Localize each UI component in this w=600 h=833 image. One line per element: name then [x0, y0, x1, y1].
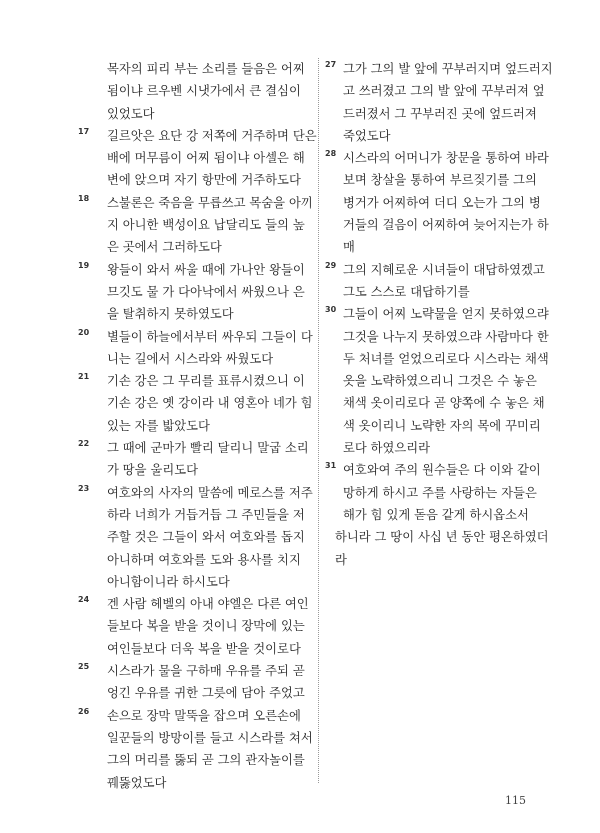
verse: [78, 705, 316, 794]
verse-line: 라: [335, 552, 347, 567]
verse-line: 아니하며 여호와를 도와 용사를 치지: [107, 552, 301, 567]
verse-number: 17: [78, 126, 90, 136]
verse-line: 그의 지혜로운 시녀들이 대답하였겠고: [343, 262, 545, 277]
verse-number: 18: [78, 193, 90, 203]
verse-line: 채색 옷이리로다 곧 양쪽에 수 놓은 채: [343, 396, 545, 411]
verse-line: 두 처녀를 얻었으리로다 시스라는 채색: [343, 351, 549, 366]
verse-number: 21: [78, 372, 90, 382]
verse-number: 26: [78, 706, 90, 716]
verse-number: 30: [325, 305, 337, 315]
verse-line: 목자의 피리 부는 소리를 들음은 어찌: [107, 62, 305, 76]
verse-line: 왕들이 와서 싸울 때에 가나안 왕들이: [107, 262, 305, 277]
verse-line: 지 아니한 백성이요 납달리도 들의 높: [107, 218, 305, 233]
verse-line: 있었도다: [107, 106, 155, 121]
verse-line: 죽었도다: [343, 128, 391, 143]
verse-line: 가 땅을 울리도다: [107, 463, 198, 478]
verse-line: 그도 스스로 대답하기를: [343, 284, 470, 299]
verse-line: 해가 힘 있게 돋음 같게 하시옵소서: [343, 507, 529, 522]
right-column: [322, 58, 562, 571]
verse: [78, 370, 316, 437]
verse-line: 매: [343, 240, 355, 255]
verse-line: 기손 강은 옛 강이라 내 영혼아 네가 힘: [107, 396, 313, 411]
verse-line: 드러졌서 그 꾸부러진 곳에 엎드러져: [343, 106, 537, 121]
page-number: 115: [505, 794, 526, 807]
verse-line: 하니라 그 땅이 사십 년 동안 평온하였더: [335, 530, 549, 545]
verse-line: 일꾼들의 방망이를 들고 시스라를 쳐서: [107, 730, 313, 745]
verse-line: 여호와의 사자의 말씀에 메로스를 저주: [107, 485, 313, 500]
verse-line: 망하게 하시고 주를 사랑하는 자들은: [343, 485, 537, 500]
verse: [78, 437, 316, 482]
verse-number: 29: [325, 260, 337, 270]
verse-number: 23: [78, 483, 90, 493]
verse: [322, 303, 562, 459]
verse-line: 하라 너희가 거듭거듭 그 주민들을 저: [107, 507, 305, 522]
verse-line: 그들이 어찌 노략물을 얻지 못하였으랴: [343, 307, 549, 322]
verse: [322, 459, 562, 570]
verse-line: 됨이냐 르우벤 시냇가에서 큰 결심이: [107, 84, 301, 99]
verse-line: 을 탈취하지 못하였도다: [107, 307, 234, 322]
verse-line: 스불론은 죽음을 무릅쓰고 목숨을 아끼: [107, 195, 313, 210]
verse-line: 길르앗은 요단 강 저쪽에 거주하며 단은: [107, 128, 317, 143]
verse-number: 19: [78, 260, 90, 270]
verse-line: 색 옷이리니 노략한 자의 목에 꾸미리: [343, 418, 541, 433]
verse: [78, 259, 316, 326]
verse-line: 아니함이니라 하시도다: [107, 574, 230, 589]
verse: [78, 482, 316, 593]
verse-line: 별들이 하늘에서부터 싸우되 그들이 다: [107, 329, 313, 344]
verse-line: 시스라가 물을 구하매 우유를 주되 곧: [107, 664, 305, 679]
verse-line: 꿰뚫었도다: [107, 775, 167, 790]
verse-line: 그의 머리를 뚫되 곧 그의 관자놀이를: [107, 753, 305, 768]
verse-line: 니는 길에서 시스라와 싸웠도다: [107, 351, 274, 366]
verse: [78, 58, 316, 125]
verse-line: 겐 사람 헤벨의 아내 야엘은 다른 여인: [107, 597, 309, 612]
verse-line: 보며 창살을 통하여 부르짖기를 그의: [343, 173, 537, 188]
verse-number: 20: [78, 327, 90, 337]
column-divider: [318, 58, 319, 783]
verse-line: 배에 머무름이 어찌 됨이냐 아셀은 해: [107, 151, 305, 166]
verse-number: 24: [78, 595, 90, 605]
verse: [78, 660, 316, 705]
verse-number: 27: [325, 60, 337, 69]
verse: [322, 58, 562, 147]
verse-line: 엉긴 우유를 귀한 그릇에 담아 주었고: [107, 686, 305, 701]
verse: [78, 593, 316, 660]
verse-line: 고 쓰러졌고 그의 발 앞에 꾸부러져 엎: [343, 84, 545, 99]
verse-number: 22: [78, 439, 90, 449]
verse-number: 31: [325, 461, 337, 471]
verse-line: 여인들보다 더욱 복을 받을 것이로다: [107, 641, 301, 656]
verse: [78, 326, 316, 371]
verse-line: 들보다 복을 받을 것이니 장막에 있는: [107, 619, 305, 634]
verse-line: 기손 강은 그 무리를 표류시켰으니 이: [107, 374, 305, 389]
verse-line: 시스라의 어머니가 창문을 통하여 바라: [343, 151, 549, 166]
verse-line: 있는 자를 밟았도다: [107, 418, 210, 433]
verse-line: 은 곳에서 그러하도다: [107, 240, 222, 255]
verse-line: 손으로 장막 말뚝을 잡으며 오른손에: [107, 708, 301, 723]
verse-line: 변에 앉으며 자기 항만에 거주하도다: [107, 173, 301, 188]
verse-line: 로다 하였으리라: [343, 441, 431, 456]
verse-line: 여호와여 주의 원수들은 다 이와 같이: [343, 463, 541, 478]
verse-line: 므깃도 물 가 다아낙에서 싸웠으나 은: [107, 284, 305, 299]
verse-line: 그것을 나누지 못하였으랴 사람마다 한: [343, 329, 549, 344]
verse: [322, 259, 562, 304]
verse-line: 병거가 어찌하여 더디 오는가 그의 병: [343, 195, 541, 210]
verse-line: 그가 그의 발 앞에 꾸부러지며 엎드러지: [343, 62, 553, 76]
verse-number: 28: [325, 149, 337, 159]
verse-line: 옷을 노략하였으리니 그것은 수 놓은: [343, 374, 537, 389]
verse-number: 25: [78, 662, 90, 672]
verse: [78, 125, 316, 192]
verse: [322, 147, 562, 258]
verse-line: 그 때에 군마가 빨리 달리니 말굽 소리: [107, 441, 309, 456]
left-column: [78, 58, 316, 794]
verse-line: 거들의 걸음이 어찌하여 늦어지는가 하: [343, 218, 549, 233]
verse: [78, 192, 316, 259]
verse-line: 주할 것은 그들이 와서 여호와를 돕지: [107, 530, 305, 545]
